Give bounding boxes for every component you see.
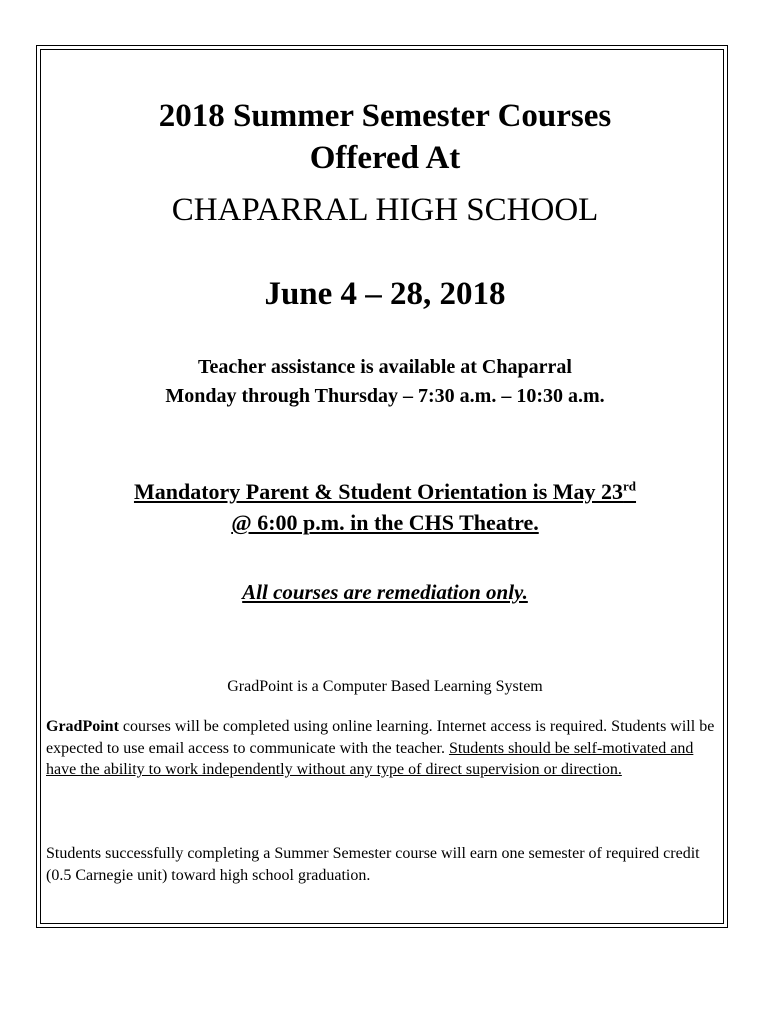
orientation-date-text: Mandatory Parent & Student Orientation is May 23 (133, 479, 624, 504)
gradpoint-name: GradPoint (46, 718, 119, 735)
assistance-line-1: Teacher assistance is available at Chaparral (198, 356, 572, 378)
school-name: CHAPARRAL HIGH SCHOOL (171, 192, 599, 228)
gradpoint-text: courses will be completed using online learning. Internet access is required. Students will be expected to use email access to communicate with the teacher. (46, 718, 715, 757)
title-line-1: 2018 Summer Semester Courses (158, 98, 612, 134)
title-line-2: Offered At (309, 140, 461, 176)
gradpoint-paragraph (46, 716, 724, 781)
orientation-date-suffix: rd (623, 478, 637, 494)
gradpoint-requirements: Students should be self-motivated and have the ability to work independently without any type of direct supervision or direction. (46, 739, 694, 778)
credit-paragraph: Students successfully completing a Summer Semester course will earn one semester of required credit (0.5 Carnegie unit) toward high school graduation. (46, 845, 700, 884)
orientation-line-1 (0, 477, 770, 507)
remediation-notice: All courses are remediation only. (242, 580, 528, 604)
assistance-line-2: Monday through Thursday – 7:30 a.m. – 10:30 a.m. (165, 385, 605, 407)
session-dates: June 4 – 28, 2018 (264, 276, 506, 312)
orientation-line-2: @ 6:00 p.m. in the CHS Theatre. (231, 510, 539, 535)
gradpoint-caption: GradPoint is a Computer Based Learning System (227, 678, 543, 695)
